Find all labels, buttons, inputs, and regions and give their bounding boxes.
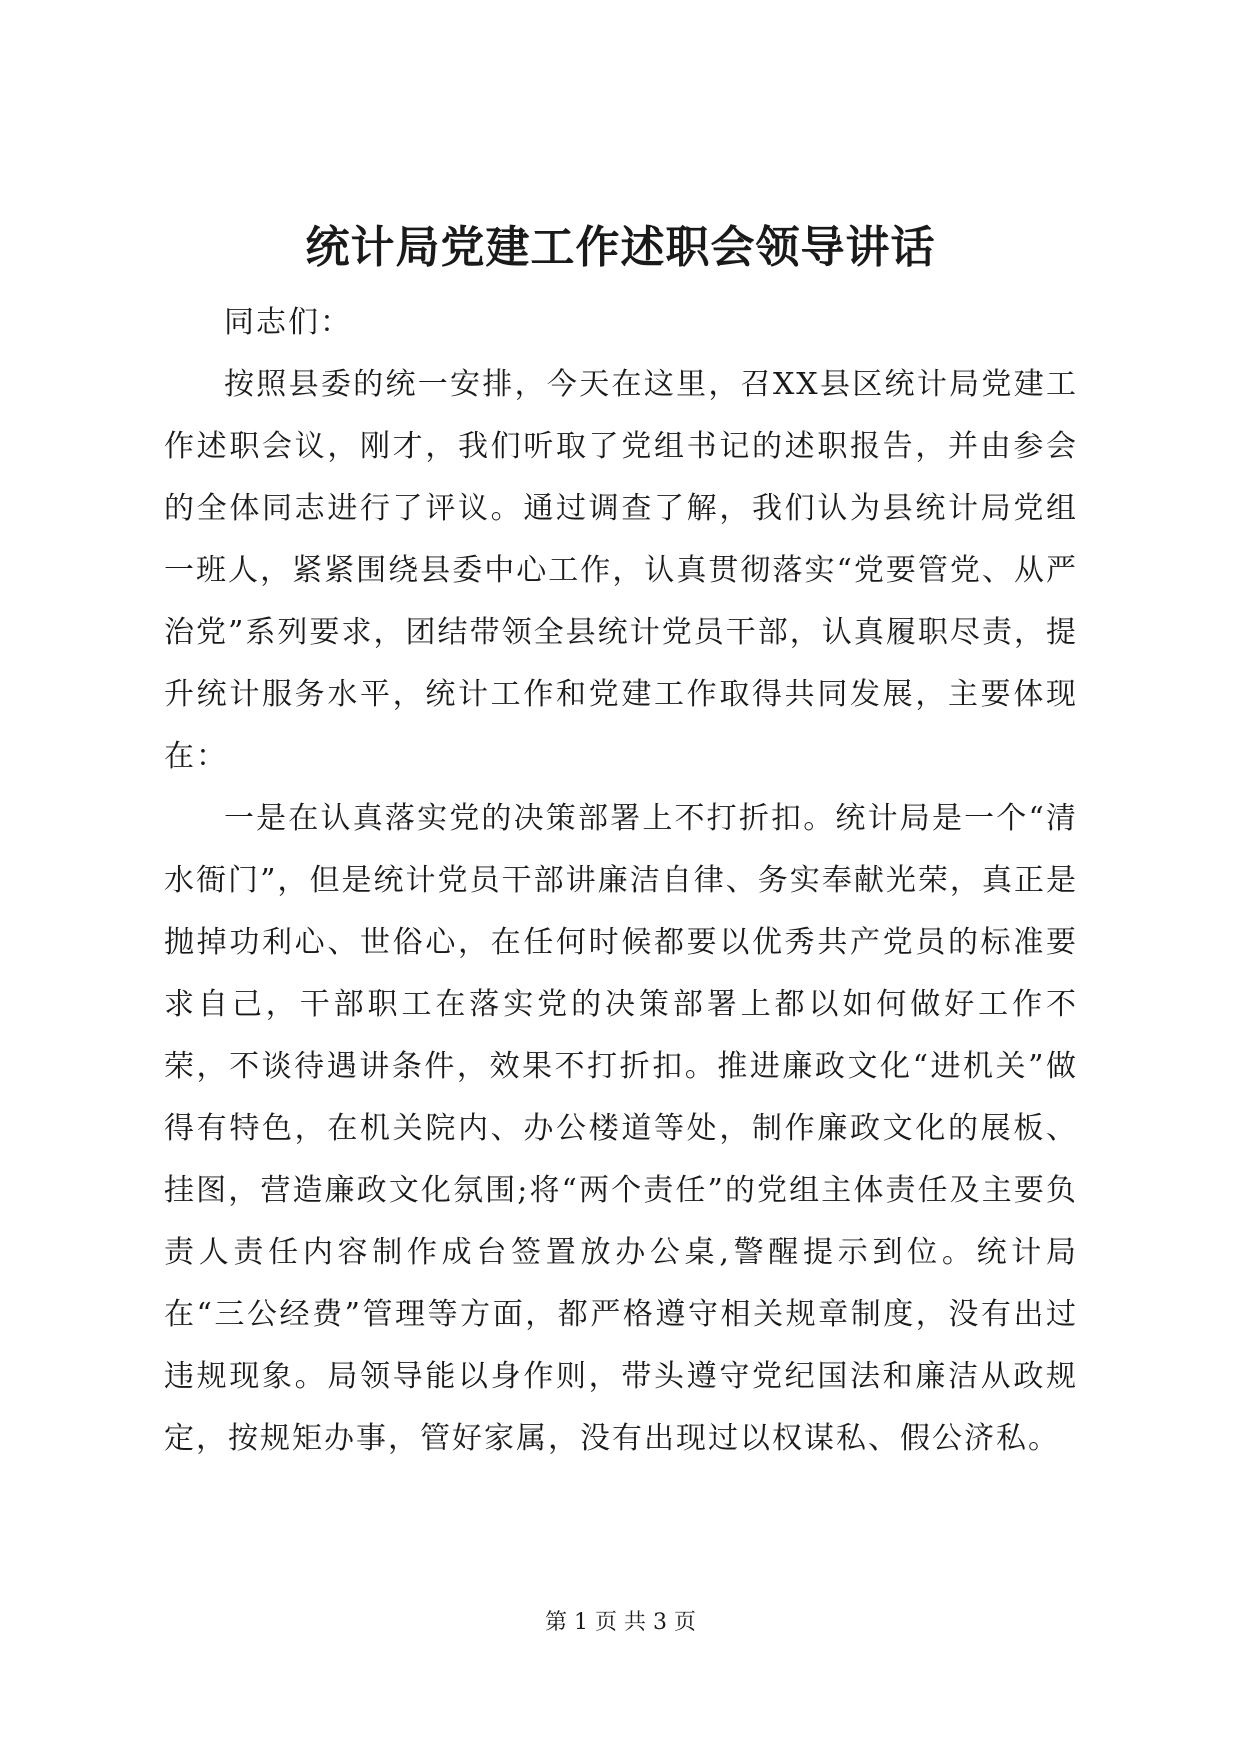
document-title: 统计局党建工作述职会领导讲话 <box>305 222 936 273</box>
body-paragraph: 一是在认真落实党的决策部署上不打折扣。统计局是一个“清水衙门”，但是统计党员干部讲廉洁自律、务实奉献光荣，真正是抛掉功利心、世俗心，在任何时候都要以优秀共产党员的标准要求自己，干部职工在落实党的决策部署上都以如何做好工作不荣，不谈待遇讲条件，效果不打折扣。推进廉政文化“进机关”做得有特色，在机关院内、办公楼道等处，制作廉政文化的展板、挂图，营造廉政文化氛围;将“两个责任”的党组主体责任及主要负责人责任内容制作成台签置放办公桌,警醒提示到位。统计局在“三公经费”管理等方面，都严格遵守相关规章制度，没有出过违规现象。局领导能以身作则，带头遵守党纪国法和廉洁从政规定，按规矩办事，管好家属，没有出现过以权谋私、假公济私。 <box>164 801 1078 1456</box>
page-number-footer: 第 1 页 共 3 页 <box>545 1610 696 1635</box>
document-body <box>164 292 1078 1470</box>
body-paragraph: 按照县委的统一安排，今天在这里，召XX县区统计局党建工作述职会议，刚才，我们听取了党组书记的述职报告，并由参会的全体同志进行了评议。通过调查了解，我们认为县统计局党组一班人，紧紧围绕县委中心工作，认真贯彻落实“党要管党、从严治党”系列要求，团结带领全县统计党员干部，认真履职尽责，提升统计服务水平，统计工作和党建工作取得共同发展，主要体现在： <box>164 367 1078 774</box>
salutation: 同志们： <box>224 305 352 340</box>
